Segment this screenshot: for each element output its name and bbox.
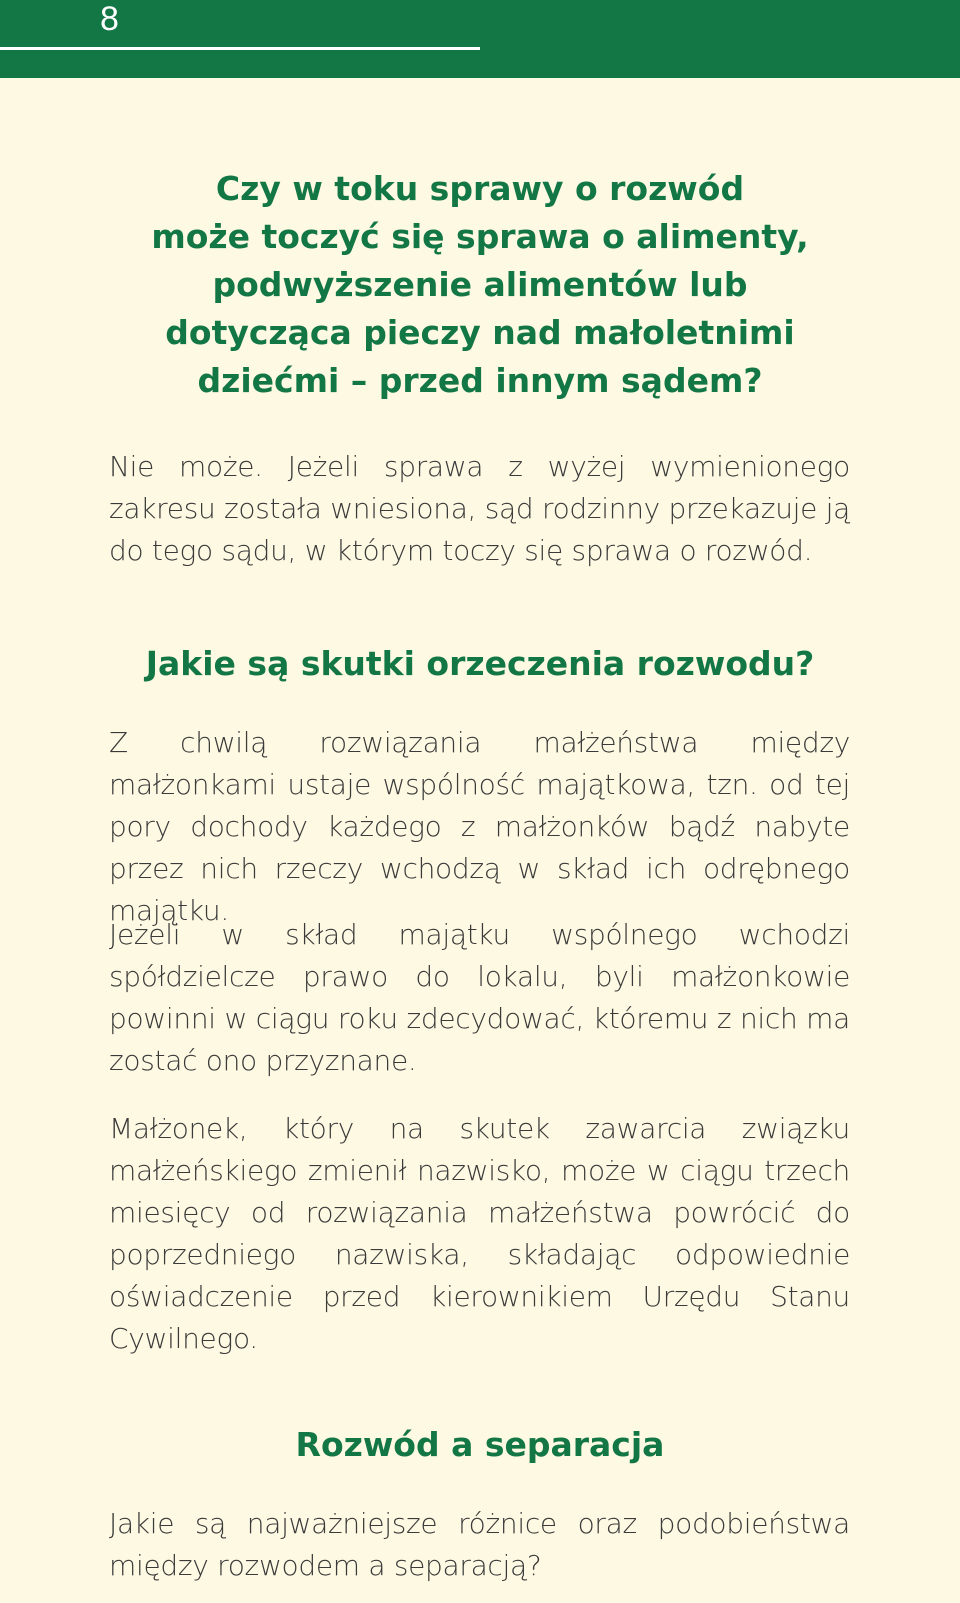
page-header-band (0, 0, 960, 78)
header-rule (0, 47, 480, 50)
body-paragraph: Z chwilą rozwiązania małżeństwa między małżonkami ustaje wspólność majątkowa, tzn. od tej pory dochody każdego z małżonków bądź nabyte przez nich rzeczy wchodzą w skład ich odrębnego majątku. (109, 726, 850, 927)
section-heading (0, 165, 960, 405)
body-paragraph: Jakie są najważniejsze różnice oraz podobieństwa między rozwodem a separacją? (109, 1507, 850, 1582)
heading-line: podwyższenie alimentów lub (212, 265, 748, 304)
section-heading: Rozwód a separacja (295, 1425, 665, 1464)
heading-line: Czy w toku sprawy o rozwód (215, 169, 745, 208)
heading-line: dotycząca pieczy nad małoletnimi (165, 313, 795, 352)
body-paragraph: Jeżeli w skład majątku wspólnego wchodzi spółdzielcze prawo do lokalu, byli małżonkowie powinni w ciągu roku zdecydować, któremu z nich ma zostać ono przyznane. (109, 918, 850, 1077)
body-paragraph: Małżonek, który na skutek zawarcia związku małżeńskiego zmienił nazwisko, może w ciągu trzech miesięcy od rozwiązania małżeństwa powrócić do poprzedniego nazwiska, składając odpowiednie oświadczenie przed kierownikiem Urzędu Stanu Cywilnego. (109, 1112, 850, 1355)
page-number: 8 (100, 0, 119, 38)
body-paragraph: Nie może. Jeżeli sprawa z wyżej wymienionego zakresu została wniesiona, sąd rodzinny przekazuje ją do tego sądu, w którym toczy się sprawa o rozwód. (109, 450, 850, 567)
heading-line: dziećmi – przed innym sądem? (197, 361, 763, 400)
heading-line: może toczyć się sprawa o alimenty, (151, 217, 809, 256)
section-heading: Jakie są skutki orzeczenia rozwodu? (145, 644, 815, 683)
